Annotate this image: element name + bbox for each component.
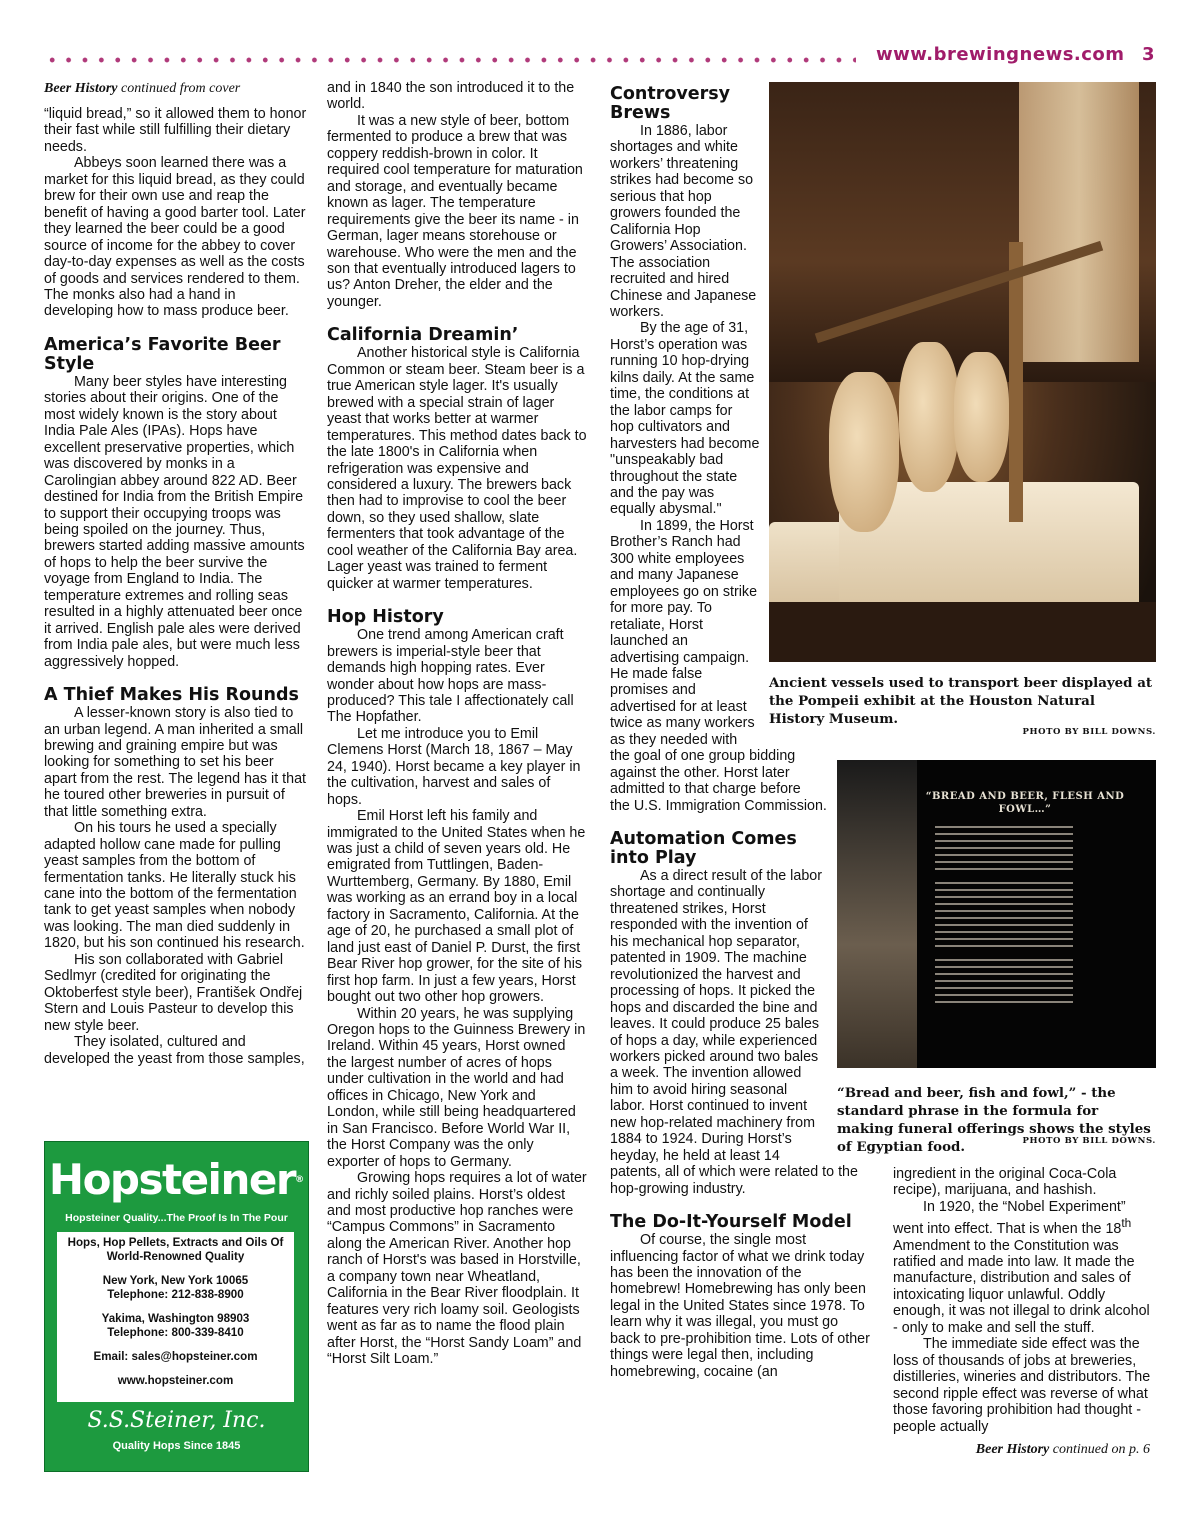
- exhibit-panel-photo: [837, 760, 1156, 1068]
- paragraph: On his tours he used a specially adapted hollow cane made for pulling yeast samples from the bottom of fermentation tanks. He literally stuck his cane into the bottom of the fermentation tank to get yeast samples when nobody was looking. The man died suddenly in 1820, but his son continued his research.: [44, 820, 305, 952]
- ad-tagline: Hopsteiner Quality...The Proof Is In The Pour: [65, 1212, 288, 1224]
- paragraph: In 1920, the “Nobel Experiment” went into effect. That is when the 18th Amendment to the Constitution was ratified and made into law. It made the manufacture, distribution and sales of intoxicating liquor unlawful. Oddly enough, it was not illegal to drink alcohol - only to make and sell the stuff.: [893, 1198, 1150, 1336]
- paragraph: Abbeys soon learned there was a market for this liquid bread, as they could brew for their own use and reap the benefit of having a good barter tool. Later they learned the beer could be a good source of income for the abbey to cover day-to-day expenses as well as the costs of goods and services rendered to them. The monks also had a hand in developing how to mass produce beer.: [44, 155, 306, 320]
- column-4: [893, 1166, 1155, 1435]
- section-heading: Controversy Brews: [610, 84, 731, 123]
- section-heading: California Dreamin’: [327, 325, 519, 346]
- paragraph: Another historical style is California Common or steam beer. Steam beer is a true American style lager. It's usually brewed with a special strain of lager yeast that works better at warmer temperatures. This method dates back to the late 1800's in California when refrigeration was expensive and considered a luxury. The brewers back then had to improvise to cool the beer down, so they used shallow, slate fermenters that took advantage of the cool weather of the California Bay area. Lager yeast was trained to ferment quicker at warmer temperatures.: [327, 345, 587, 592]
- ad-wa-address: Yakima, Washington 98903: [101, 1312, 250, 1325]
- ad-contact-box: [57, 1232, 294, 1402]
- ad-wa-phone: Telephone: 800-339-8410: [107, 1326, 244, 1339]
- column-2: [327, 80, 589, 1368]
- section-heading: America’s Favorite Beer Style: [44, 334, 281, 374]
- paragraph: They isolated, cultured and developed the yeast from those samples,: [44, 1034, 305, 1067]
- column-1: [44, 80, 308, 1067]
- section-heading: A Thief Makes His Rounds: [44, 685, 299, 706]
- paragraph: It was a new style of beer, bottom fermented to produce a brew that was coppery reddish-brown in color. It required cool temperature for maturation and storage, and eventually became known as lager. The temperature requirements give the beer its name - in German, lager means storehouse or warehouse. Who were the men and the son that eventually introduced lagers to us? Anton Dreher, the elder and the younger.: [327, 112, 583, 310]
- ad-email[interactable]: Email: sales@hopsteiner.com: [93, 1350, 258, 1363]
- ad-logo: Hopsteiner®: [48, 1155, 305, 1204]
- dotted-rule: [44, 57, 856, 63]
- hopsteiner-ad[interactable]: [44, 1141, 309, 1472]
- section-heading: The Do-It-Yourself Model: [610, 1212, 852, 1233]
- continued-on: Beer History continued on p. 6: [975, 1442, 1150, 1457]
- paragraph: One trend among American craft brewers is imperial-style beer that demands high hopping rates. Ever wonder about how hops are mass-produced? This tale I affectionately call The Hopfather.: [327, 627, 574, 726]
- paragraph: Many beer styles have interesting stories about their origins. One of the most widely known is the story about India Pale Ales (IPAs). Hops have excellent preservative properties, which was discovered by monks in a Carolingian abbey around 822 AD. Beer destined for India from the British Empire to support their occupying troops was being spoiled on the journey. Thus, brewers started adding massive amounts of hops to help the beer survive the voyage from England to India. The temperature extremes and rolling seas resulted in a highly attenuated beer once it arrived. English pale ales were derived from India pale ales, but were much less aggressively hopped.: [44, 373, 305, 670]
- continued-from: Beer History continued from cover: [44, 81, 241, 96]
- paragraph: ingredient in the original Coca-Cola recipe), marijuana, and hashish.: [893, 1166, 1117, 1199]
- paragraph: By the age of 31, Horst’s operation was running 10 hop-drying kilns daily. At the same time, the conditions at the labor camps for hop cultivators and harvesters had become "unspeakably bad throughout the state and the pay was equally abysmal.": [610, 320, 760, 518]
- photo-credit: PHOTO BY BILL DOWNS.: [1022, 727, 1156, 737]
- ad-company-name: S.S.Steiner, Inc.: [87, 1408, 266, 1433]
- paragraph: Let me introduce you to Emil Clemens Horst (March 18, 1867 – May 24, 1940). Horst became a key player in the cultivation, harvest and sales of hops.: [327, 725, 581, 808]
- page-number: 3: [1142, 44, 1155, 65]
- paragraph: Of course, the single most influencing factor of what we drink today has been the innovation of the homebrew! Homebrewing has only been legal in the United States since 1978. To learn why it was illegal, you must go back to pre-prohibition time. Lots of other things were legal then, including homebrewing, cocaine (an: [610, 1232, 870, 1380]
- paragraph: A lesser-known story is also tied to an urban legend. A man inherited a small brewing and graining empire but was looking for something to set his beer apart from the rest. The legend has it that he toured other breweries in pursuit of that little something extra.: [44, 705, 306, 820]
- paragraph: “liquid bread,” so it allowed them to honor their fast while still fulfilling their dietary needs.: [44, 106, 307, 155]
- paragraph: Within 20 years, he was supplying Oregon hops to the Guinness Brewery in Ireland. Within 45 years, Horst owned the largest number of acres of hops under cultivation in the world and had offices in Chicago, New York and London, while still being headquartered in San Francisco. Before World War II, the Horst Company was the only exporter of hops to Germany.: [327, 1005, 586, 1170]
- section-heading: Hop History: [327, 607, 444, 628]
- paragraph: In 1886, labor shortages and white workers’ threatening strikes had become so serious that hop growers founded the California Hop Growers’ Association. The association recruited and hired Chinese and Japanese workers.: [610, 123, 757, 320]
- paragraph: His son collaborated with Gabriel Sedlmyr (credited for originating the Oktoberfest style beer), František Ondřej Stern and Louis Pasteur to develop this new style beer.: [44, 951, 303, 1034]
- ad-ny-address: New York, New York 10065: [102, 1274, 249, 1287]
- paragraph: Growing hops requires a lot of water and richly soiled plains. Horst’s oldest and most productive hop ranches were “Campus Commons” in Sacramento along the American River. Another hop ranch of Horst's was based in Horstville, a company town near Wheatland, California in the Bear River floodplain. It features very rich loamy soil. Geologists went as far as to name the flood plain after Horst, the “Horst Sandy Loam” and “Horst Silt Loam.”: [327, 1170, 587, 1368]
- ad-since: Quality Hops Since 1845: [112, 1440, 241, 1452]
- photo-caption: Ancient vessels used to transport beer displayed at the Pompeii exhibit at the Houston Natural History Museum.: [769, 675, 1153, 727]
- panel-title: “BREAD AND BEER, FLESH AND FOWL…”: [925, 791, 1125, 815]
- museum-photo: [769, 82, 1156, 662]
- photo-caption: “Bread and beer, fish and fowl,” - the standard phrase in the formula for making funeral offerings shows the styles of Egyptian food.: [837, 1085, 1151, 1155]
- paragraph: and in 1840 the son introduced it to the world.: [327, 80, 575, 113]
- photo-credit: PHOTO BY BILL DOWNS.: [1022, 1136, 1156, 1146]
- ad-products: Hops, Hop Pellets, Extracts and Oils Of World-Renowned Quality: [67, 1236, 284, 1263]
- paragraph: Emil Horst left his family and immigrated to the United States when he was just a child of seven years old. He emigrated from Tuttlingen, Baden-Wurttemberg, Germany. By 1880, Emil was working as an errand boy in a local factory in Sacramento, California. At the age of 20, he purchased a small plot of land just east of Daniel P. Durst, the first Bear River hop grower, for the site of his first hop farm. In just a few years, Horst bought out two other hop growers.: [327, 808, 586, 1006]
- site-url[interactable]: www.brewingnews.com: [876, 44, 1125, 65]
- ad-website[interactable]: www.hopsteiner.com: [117, 1374, 234, 1387]
- section-heading: Automation Comes into Play: [610, 829, 797, 869]
- panel-text-lines: [935, 826, 1073, 1008]
- ad-ny-phone: Telephone: 212-838-8900: [107, 1288, 244, 1301]
- paragraph: The immediate side effect was the loss of thousands of jobs at breweries, distilleries, wineries and distributors. The second ripple effect was reverse of what those favoring prohibition had thought - people actually: [893, 1336, 1151, 1435]
- paragraph: In 1899, the Horst Brother’s Ranch had 300 white employees and many Japanese employees go on strike for more pay. To retaliate, Horst launched an advertising campaign. He made false promises and advertised for at least twice as many workers as they needed with the goal of one group bidding against the other. Horst later admitted to that charge before the U.S. Immigration Commission.: [610, 517, 827, 814]
- paragraph: As a direct result of the labor shortage and continually threatened strikes, Horst responded with the invention of his mechanical hop separator, patented in 1909. The machine revolutionized the harvest and processing of hops. It picked the hops and discarded the bine and leaves. It could produce 25 bales of hops a day, while experienced workers picked around two bales a week. The invention allowed him to avoid hiring seasonal labor. Horst continued to invent new hop-related machinery from 1884 to 1924. During Horst’s heyday, he held at least 14 patents, all of which were related to the hop-growing industry.: [610, 868, 858, 1197]
